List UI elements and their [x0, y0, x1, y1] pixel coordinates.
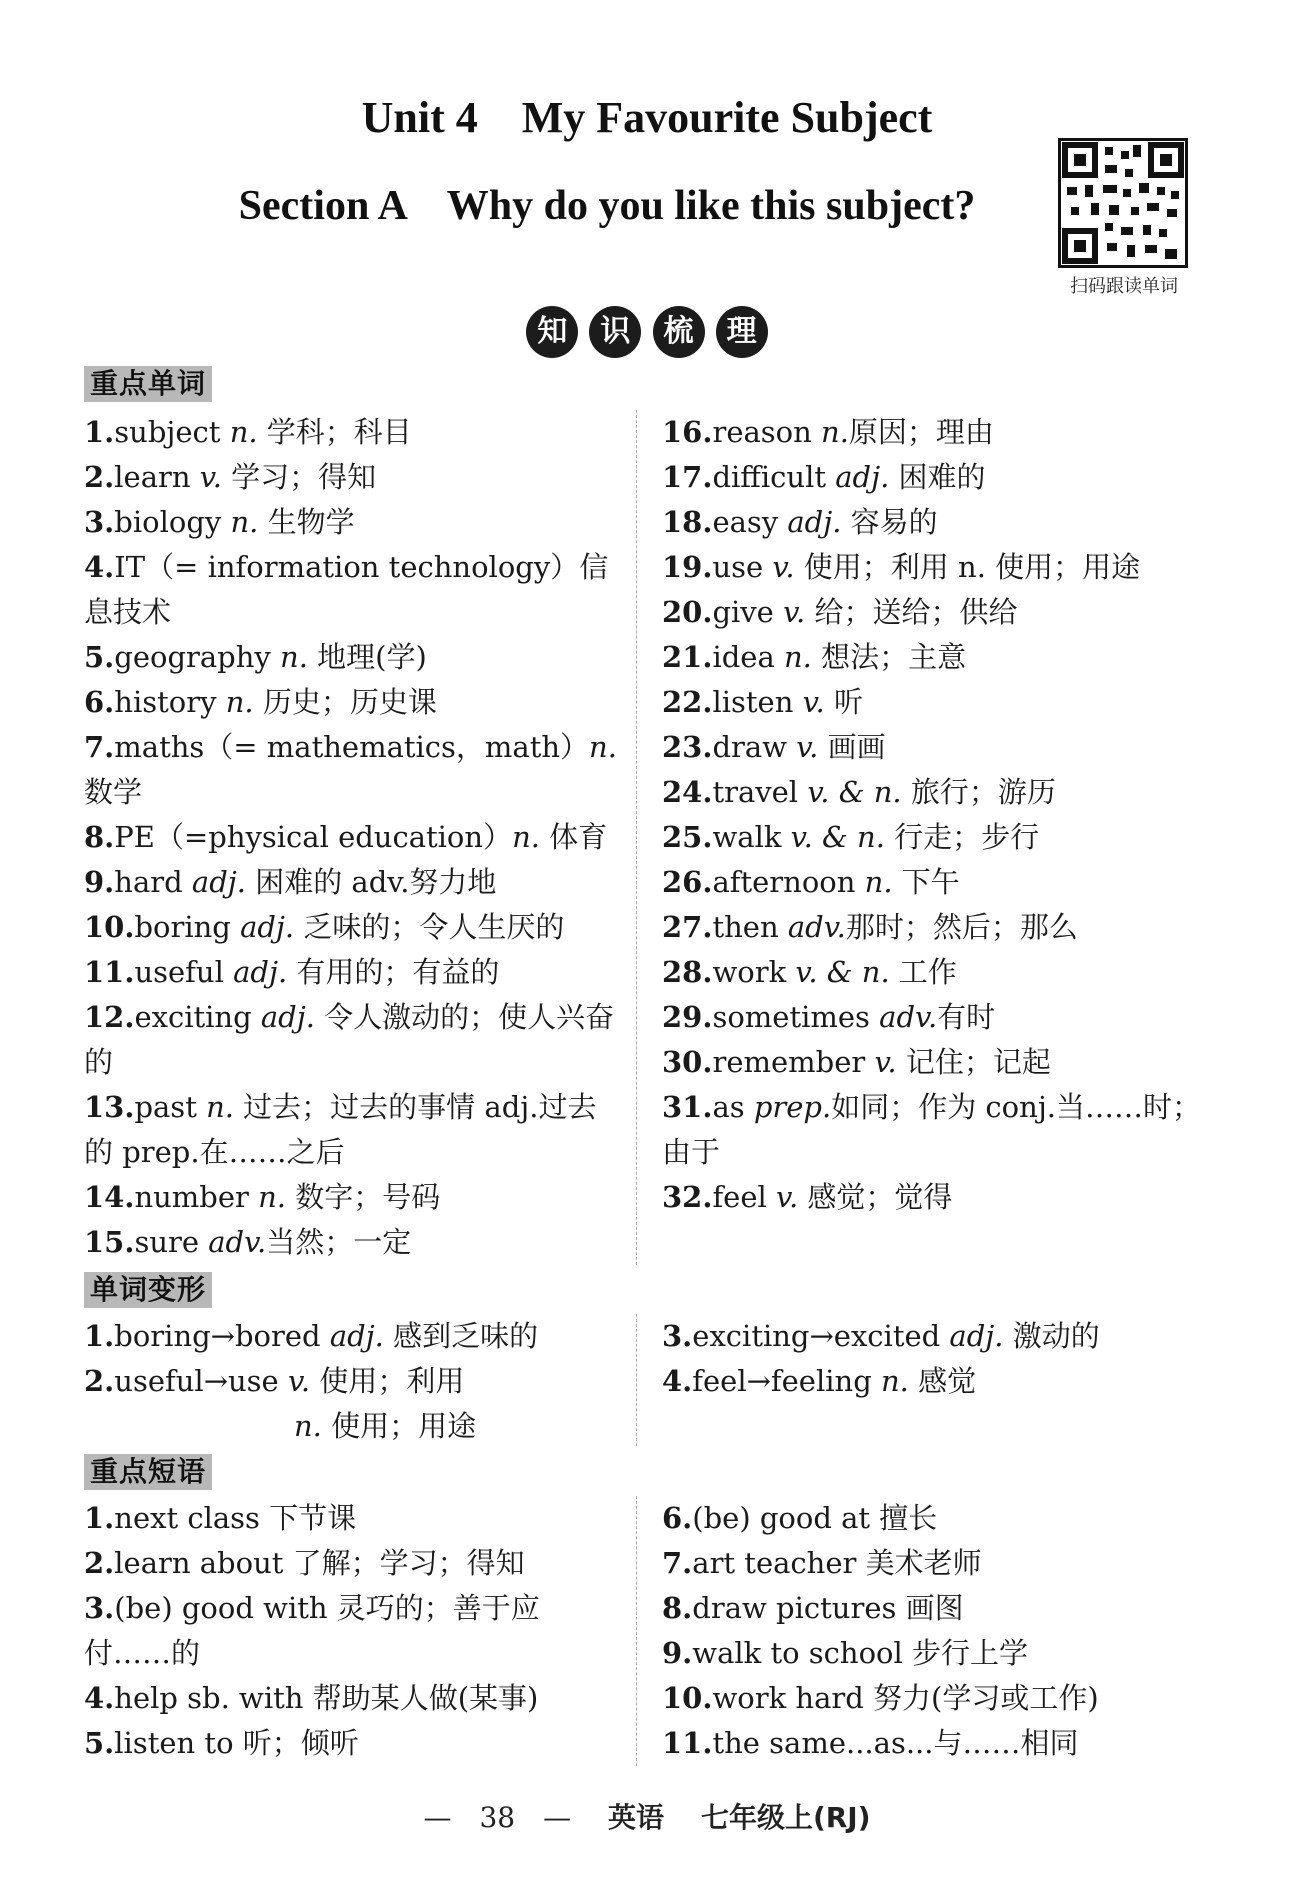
item-number: 19.: [662, 550, 713, 584]
item-word: draw: [712, 730, 797, 764]
item-word: listen: [712, 685, 803, 719]
item-word: walk to school 步行上学: [692, 1636, 1029, 1670]
item-meaning: 行走；步行: [884, 820, 1040, 854]
item-number: 4.: [662, 1364, 693, 1398]
item-word: learn about 了解；学习；得知: [114, 1546, 525, 1580]
item-word: useful: [134, 955, 234, 989]
list-item: [84, 1586, 624, 1676]
item-meaning: 记住；记起: [896, 1045, 1051, 1079]
footer-grade: 七年级上(RJ): [700, 1801, 871, 1834]
list-item: [662, 1314, 1202, 1359]
item-word: IT（= information technology）信息技术: [84, 550, 609, 629]
list-item: [84, 860, 624, 905]
key-phrases-label: 重点短语: [84, 1454, 212, 1490]
list-item: [662, 950, 1202, 995]
list-item: [84, 635, 624, 680]
item-word: afternoon: [712, 865, 865, 899]
item-word: then: [712, 910, 788, 944]
item-word: boring→bored: [114, 1319, 330, 1353]
list-item: [84, 1404, 624, 1449]
item-word: hard: [114, 865, 192, 899]
item-part-of-speech: adv.: [787, 910, 846, 944]
item-word: easy: [712, 505, 788, 539]
item-number: 17.: [662, 460, 713, 494]
item-word: listen to 听；倾听: [114, 1726, 359, 1760]
footer-dash: —: [543, 1801, 572, 1834]
item-word: number: [134, 1180, 259, 1214]
item-part-of-speech: adj.: [240, 910, 295, 944]
item-number: 1.: [84, 1501, 115, 1535]
item-part-of-speech: n.: [821, 415, 849, 449]
list-item: [84, 410, 624, 455]
item-part-of-speech: n.: [225, 685, 254, 719]
item-number: 6.: [84, 685, 115, 719]
item-word: maths（= mathematics，math）: [114, 730, 590, 764]
item-meaning: 给；送给；供给: [805, 595, 1018, 629]
word-forms-right-column: [662, 1314, 1202, 1404]
list-item: [662, 410, 1202, 455]
item-meaning: 体育: [539, 820, 608, 854]
item-part-of-speech: v.: [783, 595, 806, 629]
list-item: [84, 680, 624, 725]
item-part-of-speech: n.: [280, 640, 308, 674]
list-item: [84, 455, 624, 500]
list-item: [662, 455, 1202, 500]
item-word: feel: [712, 1180, 777, 1214]
item-meaning: 学科；科目: [257, 415, 412, 449]
item-word: idea: [712, 640, 784, 674]
item-word: use: [712, 550, 773, 584]
badge-char: 梳: [653, 306, 705, 358]
key-words-right-column: [662, 410, 1202, 1220]
list-item: [662, 1496, 1202, 1541]
item-number: 9.: [662, 1636, 693, 1670]
item-number: 1.: [84, 1319, 115, 1353]
item-meaning: 原因；理由: [848, 415, 994, 449]
item-part-of-speech: adj.: [233, 955, 288, 989]
list-item: [84, 1220, 624, 1265]
item-meaning: 下午: [892, 865, 960, 899]
item-meaning: 想法；主意: [811, 640, 967, 674]
item-meaning: 感到乏味的: [383, 1319, 539, 1353]
list-item: [84, 1541, 624, 1586]
item-number: 4.: [84, 1681, 115, 1715]
item-meaning: 激动的: [1003, 1319, 1100, 1353]
badge-char: 知: [526, 306, 578, 358]
item-number: 3.: [84, 1591, 115, 1625]
item-meaning: 使用；利用 n. 使用；用途: [794, 550, 1141, 584]
item-meaning: 有用的；有益的: [287, 955, 500, 989]
item-meaning: 令人激动的；使人兴奋的: [84, 1000, 615, 1079]
item-word: travel: [712, 775, 808, 809]
list-item: [84, 1175, 624, 1220]
item-number: 24.: [662, 775, 713, 809]
column-divider: [636, 1496, 637, 1766]
item-part-of-speech: adv.: [208, 1225, 267, 1259]
list-item: [84, 1496, 624, 1541]
item-meaning: 历史；历史课: [253, 685, 437, 719]
key-words-left-column: [84, 410, 624, 1265]
item-word: sure: [134, 1225, 209, 1259]
item-number: 29.: [662, 1000, 713, 1034]
item-number: 2.: [84, 1546, 115, 1580]
item-number: 5.: [84, 1726, 115, 1760]
item-number: 10.: [84, 910, 135, 944]
item-word: draw pictures 画图: [692, 1591, 964, 1625]
item-number: 12.: [84, 1000, 135, 1034]
word-forms-left-column: [84, 1314, 624, 1449]
item-number: 8.: [84, 820, 115, 854]
item-meaning: 听: [824, 685, 863, 719]
item-number: 16.: [662, 415, 713, 449]
item-word: walk: [712, 820, 791, 854]
item-meaning: 当然；一定: [266, 1225, 412, 1259]
footer-dash: —: [423, 1801, 452, 1834]
item-meaning: 学习；得知: [221, 460, 377, 494]
item-meaning: 旅行；游历: [901, 775, 1056, 809]
item-meaning: 感觉: [908, 1364, 977, 1398]
item-word: work hard 努力(学习或工作): [712, 1681, 1099, 1715]
item-word: exciting: [134, 1000, 261, 1034]
item-word: as: [712, 1090, 754, 1124]
item-number: 11.: [84, 955, 135, 989]
item-number: 2.: [84, 460, 115, 494]
item-number: 20.: [662, 595, 713, 629]
item-meaning: 感觉；觉得: [798, 1180, 953, 1214]
item-word: geography: [114, 640, 281, 674]
list-item: [662, 1040, 1202, 1085]
item-part-of-speech: v. & n.: [795, 955, 890, 989]
item-number: 6.: [662, 1501, 693, 1535]
item-word: history: [114, 685, 226, 719]
item-number: 23.: [662, 730, 713, 764]
item-part-of-speech: n.: [783, 640, 812, 674]
item-part-of-speech: n.: [230, 505, 259, 539]
item-part-of-speech: v.: [874, 1045, 897, 1079]
item-number: 15.: [84, 1225, 135, 1259]
list-item: [662, 1721, 1202, 1766]
key-phrases-left-column: [84, 1496, 624, 1766]
item-word: biology: [114, 505, 231, 539]
item-word: remember: [712, 1045, 875, 1079]
item-part-of-speech: adj.: [787, 505, 842, 539]
item-meaning: 乏味的；令人生厌的: [294, 910, 565, 944]
list-item: [662, 1541, 1202, 1586]
item-part-of-speech: n.: [258, 1180, 287, 1214]
item-word: subject: [114, 415, 230, 449]
item-number: 18.: [662, 505, 713, 539]
list-item: [84, 815, 624, 860]
item-word: past: [134, 1090, 207, 1124]
list-item: [662, 1631, 1202, 1676]
item-part-of-speech: n.: [294, 1409, 322, 1443]
list-item: [84, 1085, 624, 1175]
page-footer: [0, 1796, 1294, 1836]
item-meaning: 困难的: [889, 460, 986, 494]
item-number: 11.: [662, 1726, 713, 1760]
key-words-label: 重点单词: [84, 366, 212, 402]
list-item: [84, 905, 624, 950]
item-meaning: 有时: [937, 1000, 996, 1034]
item-meaning: 数学: [84, 775, 143, 809]
item-number: 25.: [662, 820, 713, 854]
page-number: 38: [479, 1801, 516, 1834]
qr-code[interactable]: [1058, 138, 1188, 268]
item-word: help sb. with 帮助某人做(某事): [114, 1681, 539, 1715]
item-word: art teacher 美术老师: [692, 1546, 982, 1580]
item-part-of-speech: n.: [512, 820, 540, 854]
item-meaning: 工作: [889, 955, 957, 989]
item-part-of-speech: adv.: [879, 1000, 938, 1034]
item-number: 22.: [662, 685, 713, 719]
badge-char: 识: [589, 306, 641, 358]
qr-caption: 扫码跟读单词: [1070, 276, 1178, 297]
item-word: next class 下节课: [114, 1501, 357, 1535]
column-divider: [636, 1314, 637, 1446]
footer-subject: 英语: [608, 1801, 665, 1834]
item-word: PE（=physical education）: [114, 820, 513, 854]
list-item: [84, 500, 624, 545]
item-number: 26.: [662, 865, 713, 899]
item-part-of-speech: v.: [776, 1180, 799, 1214]
list-item: [84, 1314, 624, 1359]
list-item: [662, 1175, 1202, 1220]
list-item: [84, 1721, 624, 1766]
item-number: 30.: [662, 1045, 713, 1079]
item-number: 7.: [84, 730, 115, 764]
list-item: [662, 725, 1202, 770]
list-item: [662, 590, 1202, 635]
item-meaning: 使用；用途: [321, 1409, 477, 1443]
item-word: feel→feeling: [692, 1364, 881, 1398]
item-number: 5.: [84, 640, 115, 674]
item-part-of-speech: v.: [199, 460, 222, 494]
list-item: [662, 545, 1202, 590]
item-part-of-speech: prep.: [753, 1090, 832, 1124]
list-item: [662, 1586, 1202, 1631]
qr-code-icon: [1061, 141, 1185, 265]
item-word: difficult: [712, 460, 836, 494]
item-word: (be) good at 擅长: [692, 1501, 938, 1535]
list-item: [662, 815, 1202, 860]
item-part-of-speech: adj.: [260, 1000, 315, 1034]
item-part-of-speech: v.: [287, 1364, 311, 1398]
item-number: 3.: [84, 505, 115, 539]
item-meaning: 过去；过去的事情 adj.过去的 prep.在……之后: [84, 1090, 597, 1169]
list-item: [84, 1359, 624, 1404]
item-part-of-speech: adj.: [949, 1319, 1004, 1353]
section-badges: [0, 306, 1294, 358]
section-title: Section A Why do you like this subject?: [238, 183, 976, 229]
list-item: [84, 950, 624, 995]
badge-char: 理: [716, 306, 768, 358]
item-word: reason: [712, 415, 822, 449]
item-number: 8.: [662, 1591, 693, 1625]
item-number: 31.: [662, 1090, 713, 1124]
item-word: (be) good with 灵巧的；善于应付……的: [84, 1591, 540, 1670]
word-forms-label: 单词变形: [84, 1272, 212, 1308]
item-number: 7.: [662, 1546, 693, 1580]
item-number: 2.: [84, 1364, 115, 1398]
item-part-of-speech: v. & n.: [790, 820, 885, 854]
item-part-of-speech: v.: [802, 685, 825, 719]
item-part-of-speech: v.: [772, 550, 795, 584]
item-meaning: 地理(学): [307, 640, 427, 674]
item-word: work: [712, 955, 796, 989]
item-number: 21.: [662, 640, 713, 674]
item-part-of-speech: adj.: [835, 460, 890, 494]
list-item: [662, 770, 1202, 815]
list-item: [662, 635, 1202, 680]
item-part-of-speech: n.: [880, 1364, 909, 1398]
list-item: [84, 725, 624, 815]
item-number: 1.: [84, 415, 115, 449]
item-meaning: 那时；然后；那么: [845, 910, 1078, 944]
list-item: [84, 1676, 624, 1721]
list-item: [84, 995, 624, 1085]
item-word: learn: [114, 460, 200, 494]
item-part-of-speech: v. & n.: [807, 775, 902, 809]
item-number: 10.: [662, 1681, 713, 1715]
list-item: [662, 905, 1202, 950]
item-word: the same...as...与……相同: [712, 1726, 1079, 1760]
item-number: 32.: [662, 1180, 713, 1214]
list-item: [84, 545, 624, 635]
item-number: 28.: [662, 955, 713, 989]
item-number: 4.: [84, 550, 115, 584]
column-divider: [636, 410, 637, 1265]
list-item: [662, 1085, 1202, 1175]
item-number: 14.: [84, 1180, 135, 1214]
item-meaning: 容易的: [841, 505, 938, 539]
item-meaning: 使用；利用: [310, 1364, 465, 1398]
item-word: give: [712, 595, 784, 629]
list-item: [662, 860, 1202, 905]
item-part-of-speech: n.: [864, 865, 893, 899]
item-word: sometimes: [712, 1000, 880, 1034]
item-number: 9.: [84, 865, 115, 899]
item-number: 3.: [662, 1319, 693, 1353]
item-word: exciting→excited: [692, 1319, 950, 1353]
item-number: 27.: [662, 910, 713, 944]
item-part-of-speech: n.: [589, 730, 617, 764]
item-part-of-speech: adj.: [329, 1319, 384, 1353]
item-number: 13.: [84, 1090, 135, 1124]
unit-title: Unit 4 My Favourite Subject: [361, 93, 933, 142]
list-item: [662, 500, 1202, 545]
item-part-of-speech: adj.: [191, 865, 246, 899]
list-item: [662, 995, 1202, 1040]
item-part-of-speech: n.: [229, 415, 258, 449]
item-part-of-speech: v.: [796, 730, 819, 764]
list-item: [662, 1359, 1202, 1404]
list-item: [662, 680, 1202, 725]
item-meaning: 画画: [818, 730, 886, 764]
item-word: boring: [134, 910, 241, 944]
item-meaning: 困难的 adv.努力地: [245, 865, 497, 899]
item-meaning: 数字；号码: [286, 1180, 441, 1214]
item-meaning: 生物学: [258, 505, 355, 539]
list-item: [662, 1676, 1202, 1721]
item-meaning: 如同；作为 conj.当……时；由于: [662, 1090, 1202, 1169]
item-part-of-speech: n.: [206, 1090, 234, 1124]
item-word: useful→use: [114, 1364, 288, 1398]
key-phrases-right-column: [662, 1496, 1202, 1766]
